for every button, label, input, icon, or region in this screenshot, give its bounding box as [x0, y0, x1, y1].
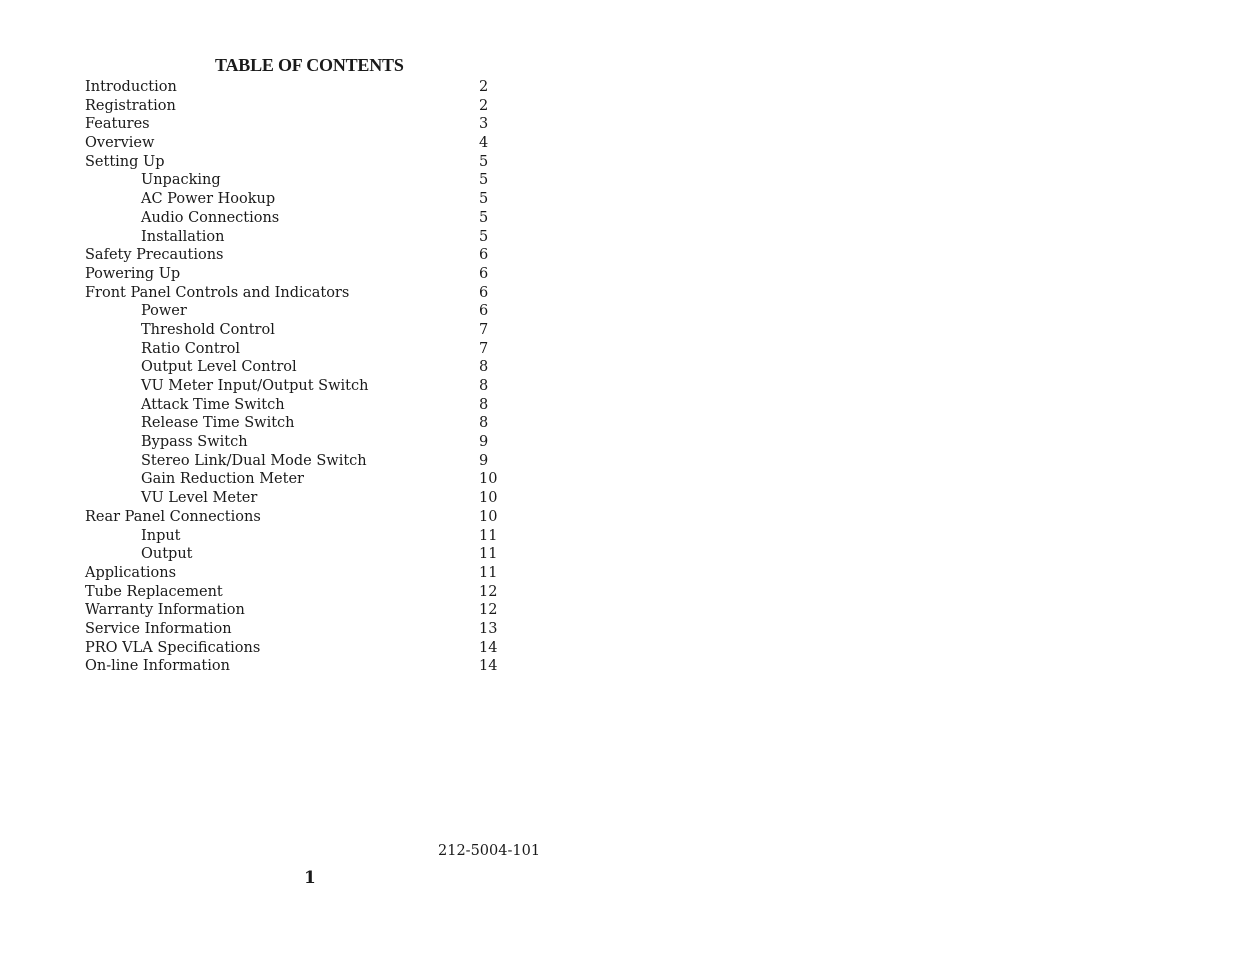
toc-entry-page: 7: [479, 321, 489, 338]
toc-subentry: [85, 340, 505, 359]
toc-entry-page: 5: [479, 172, 489, 189]
toc-entry-title: Warranty Information: [85, 602, 245, 619]
toc-entry-page: 11: [479, 527, 498, 544]
toc-entry-title: AC Power Hookup: [141, 191, 276, 208]
toc-subentry: [85, 171, 505, 190]
table-of-contents: [85, 78, 505, 676]
toc-entry-title: Output: [141, 546, 193, 563]
document-code: 212-5004-101: [438, 843, 541, 859]
toc-subentry: [85, 545, 505, 564]
toc-entry-page: 14: [479, 658, 498, 675]
toc-entry-page: 6: [479, 265, 489, 282]
toc-entry-title: Threshold Control: [141, 321, 275, 338]
toc-subentry: [85, 433, 505, 452]
toc-entry-page: 11: [479, 546, 498, 563]
toc-subentry: [85, 228, 505, 247]
toc-entry-page: 6: [479, 247, 489, 264]
toc-entry-page: 8: [479, 378, 489, 394]
toc-entry-title: Setting Up: [85, 153, 165, 170]
toc-subentry: [85, 414, 505, 433]
toc-entry-page: 9: [479, 434, 489, 451]
toc-entry: [85, 265, 505, 284]
toc-entry-title: Attack Time Switch: [141, 396, 285, 413]
toc-entry: [85, 284, 505, 303]
toc-entry-page: 10: [479, 490, 498, 507]
toc-entry-page: 6: [479, 303, 489, 320]
toc-entry: [85, 508, 505, 527]
toc-entry-title: On-line Information: [85, 658, 230, 675]
toc-entry-title: Applications: [85, 564, 177, 581]
toc-entry-title: Powering Up: [85, 265, 181, 282]
toc-entry-page: 7: [479, 340, 489, 357]
page-number: 1: [304, 868, 316, 888]
toc-entry-title: Power: [141, 303, 187, 320]
toc-subentry: [85, 358, 505, 377]
toc-entry-page: 10: [479, 508, 498, 525]
toc-entry: [85, 639, 505, 658]
toc-entry: [85, 97, 505, 116]
toc-entry-title: VU Meter Input/Output Switch: [141, 378, 369, 394]
toc-entry-page: 14: [479, 639, 498, 656]
toc-entry-page: 4: [479, 135, 489, 152]
toc-entry-page: 5: [479, 153, 489, 170]
toc-subentry: [85, 527, 505, 546]
toc-entry: [85, 153, 505, 172]
toc-subentry: [85, 377, 505, 396]
toc-entry-page: 5: [479, 228, 489, 245]
toc-entry-page: 5: [479, 209, 489, 226]
toc-entry-page: 8: [479, 359, 489, 376]
toc-subentry: [85, 302, 505, 321]
toc-entry-title: Stereo Link/Dual Mode Switch: [141, 452, 367, 469]
toc-entry-title: Output Level Control: [141, 359, 297, 376]
toc-entry-page: 12: [479, 602, 498, 619]
toc-entry-page: 6: [479, 284, 489, 301]
toc-entry: [85, 601, 505, 620]
toc-entry-page: 8: [479, 415, 489, 432]
toc-entry: [85, 620, 505, 639]
toc-subentry: [85, 489, 505, 508]
toc-entry-title: Registration: [85, 97, 176, 114]
toc-entry-page: 8: [479, 396, 489, 413]
toc-subentry: [85, 209, 505, 228]
toc-entry-title: Audio Connections: [141, 209, 280, 226]
toc-entry-title: Input: [141, 527, 181, 544]
toc-entry-title: Introduction: [85, 79, 177, 95]
toc-entry: [85, 583, 505, 602]
toc-entry-title: PRO VLA Specifications: [85, 639, 261, 656]
toc-entry-title: Rear Panel Connections: [85, 508, 261, 525]
toc-entry-title: Front Panel Controls and Indicators: [85, 284, 350, 301]
toc-entry-page: 9: [479, 452, 489, 469]
toc-entry-title: Bypass Switch: [141, 434, 248, 451]
toc-entry-page: 2: [479, 79, 489, 95]
toc-entry-title: Installation: [141, 228, 225, 245]
toc-entry-page: 12: [479, 583, 498, 600]
toc-entry: [85, 657, 505, 676]
toc-entry: [85, 246, 505, 265]
toc-subentry: [85, 452, 505, 471]
toc-entry-title: Safety Precautions: [85, 247, 224, 264]
toc-entry: [85, 134, 505, 153]
toc-entry-title: VU Level Meter: [141, 490, 258, 507]
toc-entry: [85, 115, 505, 134]
toc-entry-page: 2: [479, 97, 489, 114]
toc-entry: [85, 78, 505, 97]
toc-entry: [85, 564, 505, 583]
toc-entry-title: Unpacking: [141, 172, 221, 189]
toc-entry-page: 10: [479, 471, 498, 488]
toc-entry-title: Overview: [85, 135, 155, 152]
toc-entry-page: 5: [479, 191, 489, 208]
toc-entry-title: Service Information: [85, 620, 232, 637]
toc-entry-page: 13: [479, 620, 498, 637]
toc-entry-title: Features: [85, 116, 150, 133]
toc-entry-title: Tube Replacement: [85, 583, 223, 600]
toc-entry-title: Release Time Switch: [141, 415, 295, 432]
toc-subentry: [85, 321, 505, 340]
toc-subentry: [85, 396, 505, 415]
toc-title: TABLE OF CONTENTS: [215, 55, 404, 75]
toc-entry-page: 11: [479, 564, 498, 581]
toc-entry-page: 3: [479, 116, 489, 133]
toc-entry-title: Ratio Control: [141, 340, 240, 357]
toc-entry-title: Gain Reduction Meter: [141, 471, 304, 488]
toc-subentry: [85, 190, 505, 209]
toc-subentry: [85, 470, 505, 489]
